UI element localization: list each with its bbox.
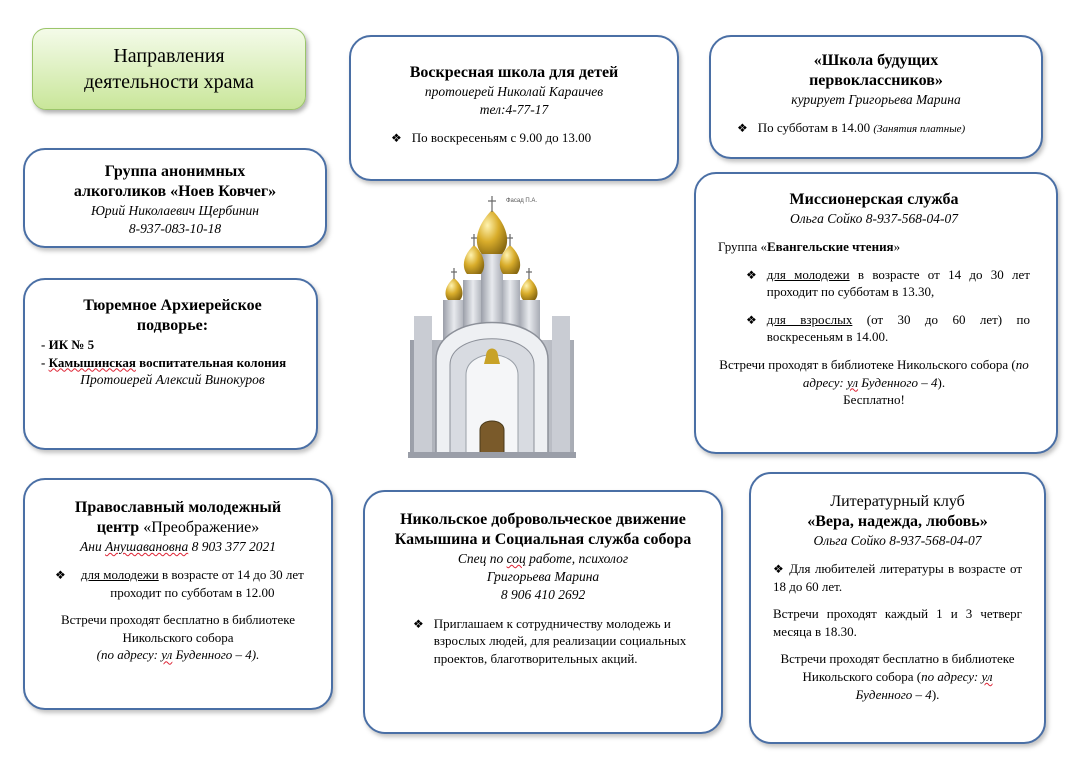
prison-item2: - Камышинская воспитательная колония	[41, 354, 287, 370]
aa-group-leader: Юрий Николаевич Щербинин	[91, 203, 259, 218]
aa-group-card	[23, 148, 327, 248]
sunday-school-title: Воскресная школа для детей	[409, 64, 619, 81]
aa-group-phone: 8-937-083-10-18	[128, 221, 222, 237]
youth-center-title2: центр «Преображение»	[96, 519, 260, 536]
volunteer-item: ❖ Приглашаем к сотрудничеству молодежь и взрослых людей, для реализации социальных проектов, благотворительных акций.	[413, 615, 687, 666]
prison-card	[23, 278, 318, 450]
volunteer-title: Никольское добровольческое движение Камышина и Социальная служба собора	[394, 511, 692, 548]
literary-club-card	[749, 472, 1046, 744]
literary-schedule: Встречи проходят каждый 1 и 3 четверг месяца в 18.30.	[773, 606, 1022, 639]
youth-center-meeting: Встречи проходят бесплатно в библиотеке Никольского собора	[60, 612, 296, 645]
youth-center-item: ❖ для молодежи в возрасте от 14 до 30 лет проходит по субботам в 12.00	[55, 567, 304, 600]
aa-group-title1: Группа анонимных	[104, 163, 246, 180]
first-graders-card	[709, 35, 1043, 159]
literary-title1: Литературный клуб	[830, 493, 965, 510]
prison-title2: подворье:	[136, 317, 209, 334]
sunday-school-item: ❖ По воскресеньям с 9.00 до 13.00	[391, 130, 592, 146]
page-heading	[32, 28, 306, 110]
first-graders-title1: «Школа будущих	[813, 52, 939, 69]
mission-title: Миссионерская служба	[789, 191, 959, 208]
youth-center-title1: Православный молодежный	[74, 499, 282, 516]
first-graders-title2: первоклассников»	[809, 72, 943, 89]
diamond-bullet-icon: ❖	[413, 616, 424, 631]
youth-center-contact: Ани Анушавановна 8 903 377 2021	[80, 539, 276, 554]
mission-contact: Ольга Сойко 8-937-568-04-07	[790, 211, 958, 226]
church-caption: Фасад П.А.	[506, 198, 538, 204]
literary-item: ❖ Для любителей литературы в возрасте от 18 до 60 лет.	[773, 561, 1023, 594]
mission-free: Бесплатно!	[843, 392, 905, 408]
mission-group: Группа «Евангельские чтения»	[718, 239, 901, 255]
volunteer-phone: 8 906 410 2692	[500, 587, 586, 603]
prison-priest: Протоиерей Алексий Винокуров	[80, 372, 265, 388]
literary-contact: Ольга Сойко 8-937-568-04-07	[813, 533, 982, 548]
diamond-bullet-icon: ❖	[773, 562, 785, 577]
literary-title2: «Вера, надежда, любовь»	[807, 513, 988, 530]
church-illustration	[378, 190, 608, 458]
heading-line2: деятельности храма	[84, 71, 254, 93]
diamond-bullet-icon: ❖	[391, 131, 402, 146]
diamond-bullet-icon: ❖	[55, 568, 66, 583]
first-graders-curator: курирует Григорьева Марина	[791, 92, 961, 107]
mission-adults-item: ❖ для взрослых (от 30 до 60 лет) по воскресеньям в 14.00.	[746, 311, 1031, 345]
sunday-school-card	[349, 35, 679, 181]
sunday-school-phone: тел:4-77-17	[479, 102, 549, 118]
youth-center-address: (по адресу: ул Буденного – 4).	[96, 647, 260, 663]
sunday-school-priest: протоиерей Николай Караичев	[424, 84, 604, 99]
heading-line1: Направления	[113, 45, 225, 67]
volunteer-card	[363, 490, 723, 734]
diamond-bullet-icon: ❖	[737, 121, 748, 136]
prison-title1: Тюремное Архиерейское	[83, 297, 262, 314]
volunteer-spec: Спец по соц работе, психолог	[457, 551, 629, 566]
youth-center-card	[23, 478, 333, 710]
mission-card	[694, 172, 1058, 454]
diamond-bullet-icon: ❖	[746, 312, 757, 327]
prison-item1: - ИК № 5	[41, 337, 95, 352]
mission-meeting-info: Встречи проходят в библиотеке Никольского собора (по адресу: ул Буденного – 4).	[719, 356, 1029, 390]
diamond-bullet-icon: ❖	[746, 267, 757, 282]
mission-youth-item: ❖ для молодежи в возрасте от 14 до 30 лет проходит по субботам в 13.30,	[746, 266, 1030, 300]
first-graders-item: ❖ По субботам в 14.00 (Занятия платные)	[737, 120, 966, 136]
aa-group-title2: алкоголиков «Ноев Ковчег»	[73, 183, 277, 200]
literary-meeting: Встречи проходят бесплатно в библиотеке Никольского собора (по адресу: ул Буденного – 4).	[780, 651, 1015, 702]
volunteer-name: Григорьева Марина	[486, 569, 600, 585]
